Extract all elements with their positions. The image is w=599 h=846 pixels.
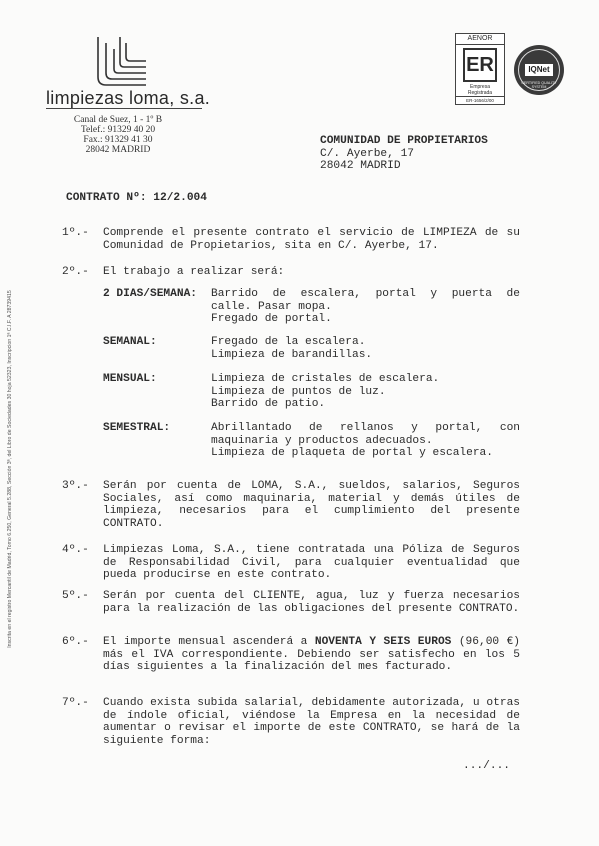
task-line: Fregado de la escalera. [211, 336, 366, 348]
task-line: Barrido de escalera, portal y puerta de [211, 288, 520, 300]
clause-5-text: Serán por cuenta del CLIENTE, agua, luz y fuerza necesarios para la realización de las obligaciones del presente CONTRATO. [103, 590, 520, 615]
schedule-tasks-semiannual [211, 422, 520, 460]
aenor-label: AENOR [456, 34, 504, 45]
clause-2-text: El trabajo a realizar será: [103, 266, 285, 278]
address-street: Canal de Suez, 1 - 1º B [73, 115, 163, 125]
address-fax: Fax.: 91329 41 30 [83, 135, 153, 145]
schedule-label-weekly: SEMANAL: [103, 336, 157, 348]
aenor-line-1: Empresa [469, 84, 490, 90]
clause-5-number: 5º.- [62, 590, 89, 602]
address-phone: Telef.: 91329 40 20 [80, 125, 156, 135]
company-logo-icon [92, 33, 156, 91]
company-address [58, 115, 178, 155]
clause-6-text-pre: El importe mensual ascenderá a [103, 636, 315, 648]
iqnet-ring-text: CERTIFIED QUALITY SYSTEM [521, 81, 557, 89]
schedule-label-semiannual: SEMESTRAL: [103, 422, 171, 434]
schedule-tasks-weekly [211, 336, 520, 361]
recipient-name: COMUNIDAD DE PROPIETARIOS [320, 135, 488, 147]
iqnet-badge [514, 45, 564, 95]
logo-underline [46, 108, 202, 109]
aenor-mark-icon: ER [463, 48, 497, 82]
task-line: Abrillantado de rellanos y portal, con [211, 422, 520, 434]
clause-6-text-post: (96,00 €) más el IVA correspondiente. Debiendo ser satisfecho en los 5 días siguientes a la finalización del mes facturado. [103, 636, 521, 673]
address-city: 28042 MADRID [85, 145, 151, 155]
recipient-street: C/. Ayerbe, 17 [320, 147, 414, 160]
schedule-tasks-twice-weekly [211, 288, 520, 326]
iqnet-logo-icon: IQNet [525, 64, 553, 76]
clause-7-number: 7º.- [62, 697, 89, 709]
task-line: Fregado de portal. [211, 313, 332, 325]
contract-number: CONTRATO Nº: 12/2.004 [66, 192, 207, 204]
clause-4-text: Limpiezas Loma, S.A., tiene contratada una Póliza de Seguros de Responsabilidad Civil, para cualquier eventualidad que pueda producirse en este contrato. [103, 544, 520, 581]
aenor-badge [455, 33, 505, 105]
clause-6-number: 6º.- [62, 636, 89, 648]
registry-sidebar-text: Inscrita en el registro Mercantil de Madrid, Tomo 6.250, General 5.288, Sección 3ª, del Libro de Sociedades 30 hoja 52323, Inscripcion 1ª C.I.F. A 28739415 [7, 290, 13, 648]
clause-2-number: 2º.- [62, 266, 89, 278]
company-name: limpiezas loma, s.a. [46, 88, 211, 108]
aenor-line-2: Registrada [467, 90, 493, 96]
schedule-label-monthly: MENSUAL: [103, 373, 157, 385]
task-line: Limpieza de cristales de escalera. [211, 373, 440, 385]
task-line: Barrido de patio. [211, 398, 326, 410]
clause-6-amount: NOVENTA Y SEIS EUROS [314, 636, 452, 648]
task-line: maquinaria y productos adecuados. [211, 434, 433, 447]
clause-4-number: 4º.- [62, 544, 89, 556]
task-line: calle. Pasar mopa. [211, 300, 332, 313]
clause-7-text: Cuando exista subida salarial, debidamente autorizada, u otras de índole oficial, viéndose la Empresa en la necesidad de aumentar o revisar el importe de este CONTRATO, se hará de la siguiente forma: [103, 697, 520, 747]
clause-6-text [103, 636, 520, 674]
continuation-mark: .../... [463, 760, 510, 772]
aenor-code: ER-1656/2/00 [456, 96, 504, 104]
task-line: Limpieza de puntos de luz. [211, 385, 386, 398]
clause-1-text: Comprende el presente contrato el servicio de LIMPIEZA de su Comunidad de Propietarios, sita en C/. Ayerbe, 17. [103, 227, 520, 252]
clause-3-number: 3º.- [62, 480, 89, 492]
clause-1-number: 1º.- [62, 227, 89, 239]
schedule-tasks-monthly [211, 373, 520, 411]
schedule-label-twice-weekly: 2 DIAS/SEMANA: [103, 288, 197, 300]
task-line: Limpieza de barandillas. [211, 348, 373, 361]
recipient-city: 28042 MADRID [320, 160, 401, 172]
task-line: Limpieza de plaqueta de portal y escalera. [211, 447, 493, 459]
recipient-block [320, 135, 488, 173]
clause-3-text: Serán por cuenta de LOMA, S.A., sueldos, salarios, Seguros Sociales, así como maquinaria, material y demás útiles de limpieza, necesarios para el cumplimiento del presente CONTRATO. [103, 480, 520, 530]
